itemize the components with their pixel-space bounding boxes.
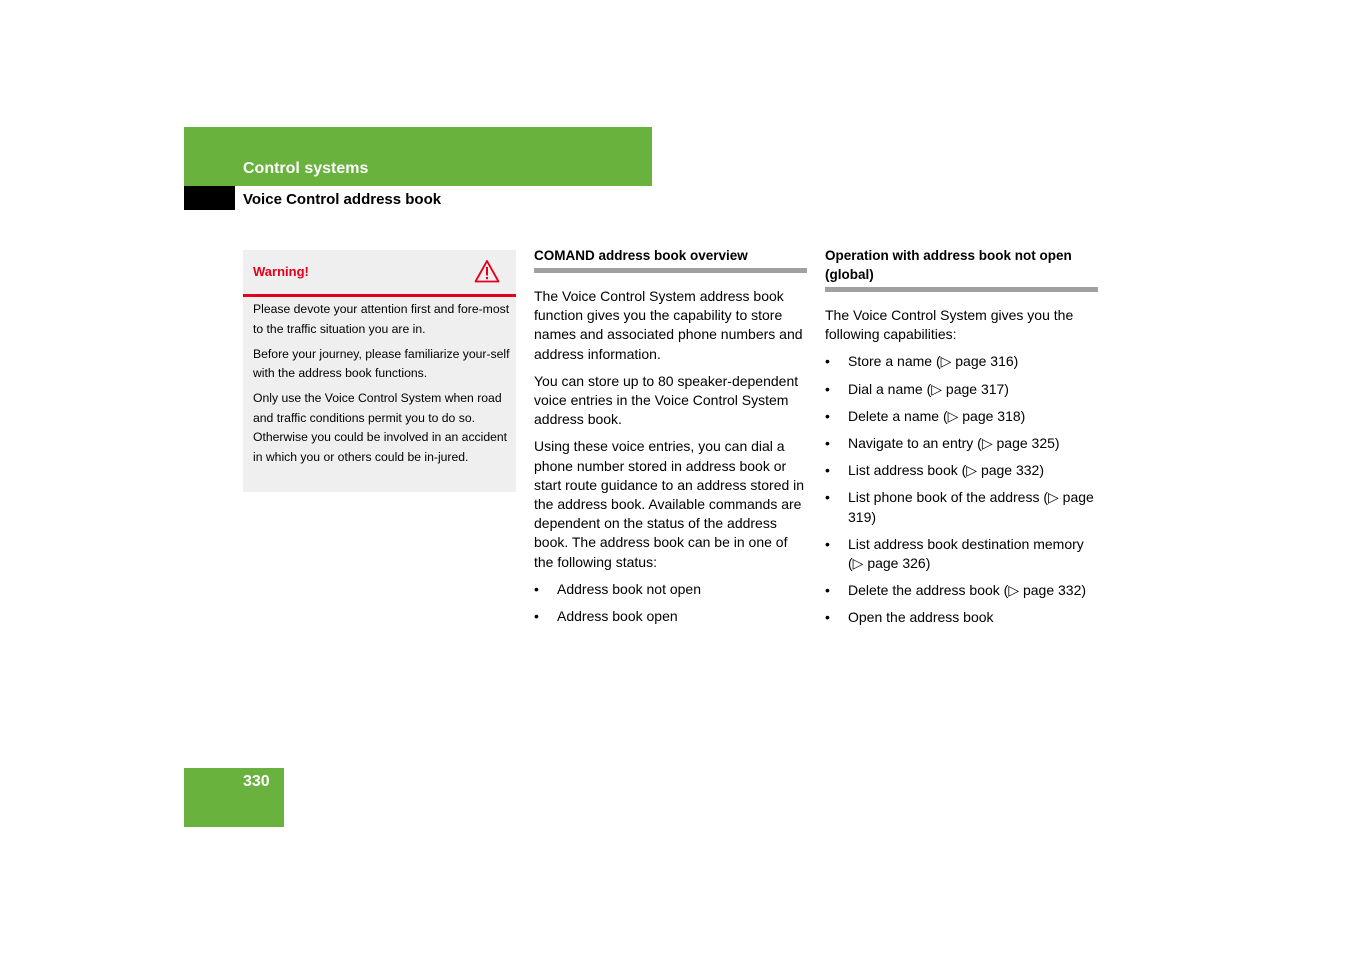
list-item <box>825 434 1098 453</box>
list-item <box>825 608 1098 627</box>
bullet: • <box>825 535 830 552</box>
warning-paragraph: Please devote your attention first and fore-most to the traffic situation you are in. <box>253 302 510 336</box>
bullet: • <box>534 580 539 597</box>
list-item-text: Navigate to an entry (▷ page 325) <box>848 435 1060 452</box>
bullet: • <box>825 582 830 599</box>
overview-paragraph: Using these voice entries, you can dial a phone number stored in address book or start route guidance to an address stored in the address book. Available commands are dependent on the status of the address book. The address book can be in one of the following status: <box>534 438 805 570</box>
warning-box <box>243 250 516 492</box>
overview-body <box>534 273 807 626</box>
overview-heading: COMAND address book overview <box>534 246 807 273</box>
list-item-text: Address book open <box>557 608 678 625</box>
bullet: • <box>825 435 830 452</box>
list-item <box>534 580 807 599</box>
list-item <box>825 352 1098 371</box>
warning-header <box>243 250 516 297</box>
list-item <box>825 488 1098 526</box>
section-marker <box>184 186 235 210</box>
capabilities-list <box>825 352 1098 627</box>
list-item-text: List phone book of the address (▷ page 319) <box>848 489 1094 525</box>
bullet: • <box>534 608 539 625</box>
list-item <box>825 535 1098 573</box>
bullet: • <box>825 462 830 479</box>
bullet: • <box>825 380 830 397</box>
list-item-text: Delete the address book (▷ page 332) <box>848 582 1087 599</box>
list-item-text: Store a name (▷ page 316) <box>848 353 1019 370</box>
list-item-text: Open the address book <box>848 609 994 626</box>
bullet: • <box>825 609 830 626</box>
global-operation-body <box>825 292 1098 628</box>
warning-text <box>253 300 511 473</box>
overview-paragraph: You can store up to 80 speaker-dependent voice entries in the Voice Control System address book. <box>534 372 799 428</box>
warning-paragraph: Before your journey, please familiarize your-self with the address book functions. <box>253 346 510 380</box>
overview-paragraph: The Voice Control System address book function gives you the capability to store names and associated phone numbers and address information. <box>534 288 803 362</box>
list-item <box>825 380 1098 399</box>
list-item-text: List address book destination memory (▷ page 326) <box>848 535 1084 572</box>
column-overview <box>534 246 807 634</box>
list-item-text: Address book not open <box>557 580 701 597</box>
list-item <box>825 407 1098 426</box>
warning-title: Warning! <box>253 264 309 279</box>
list-item-text: List address book (▷ page 332) <box>848 462 1044 479</box>
list-item-text: Dial a name (▷ page 317) <box>848 380 1009 397</box>
list-item <box>534 607 807 626</box>
page-subtitle: Voice Control address book <box>243 191 442 208</box>
section-title: Control systems <box>243 160 369 177</box>
list-item <box>825 581 1098 600</box>
global-operation-intro: The Voice Control System gives you the following capabilities: <box>825 307 1074 343</box>
status-list <box>534 580 807 626</box>
bullet: • <box>825 489 830 506</box>
bullet: • <box>825 407 830 424</box>
global-operation-heading: Operation with address book not open (global) <box>825 246 1098 292</box>
list-item <box>825 461 1098 480</box>
warning-triangle-icon <box>474 259 500 283</box>
page-number: 330 <box>243 773 270 790</box>
bullet: • <box>825 353 830 370</box>
warning-paragraph: Only use the Voice Control System when road and traffic conditions permit you to do so. Otherwise you could be involved in an accident in which you or others could be in-jured. <box>253 391 508 464</box>
list-item-text: Delete a name (▷ page 318) <box>848 407 1026 424</box>
column-global-operation <box>825 246 1098 636</box>
